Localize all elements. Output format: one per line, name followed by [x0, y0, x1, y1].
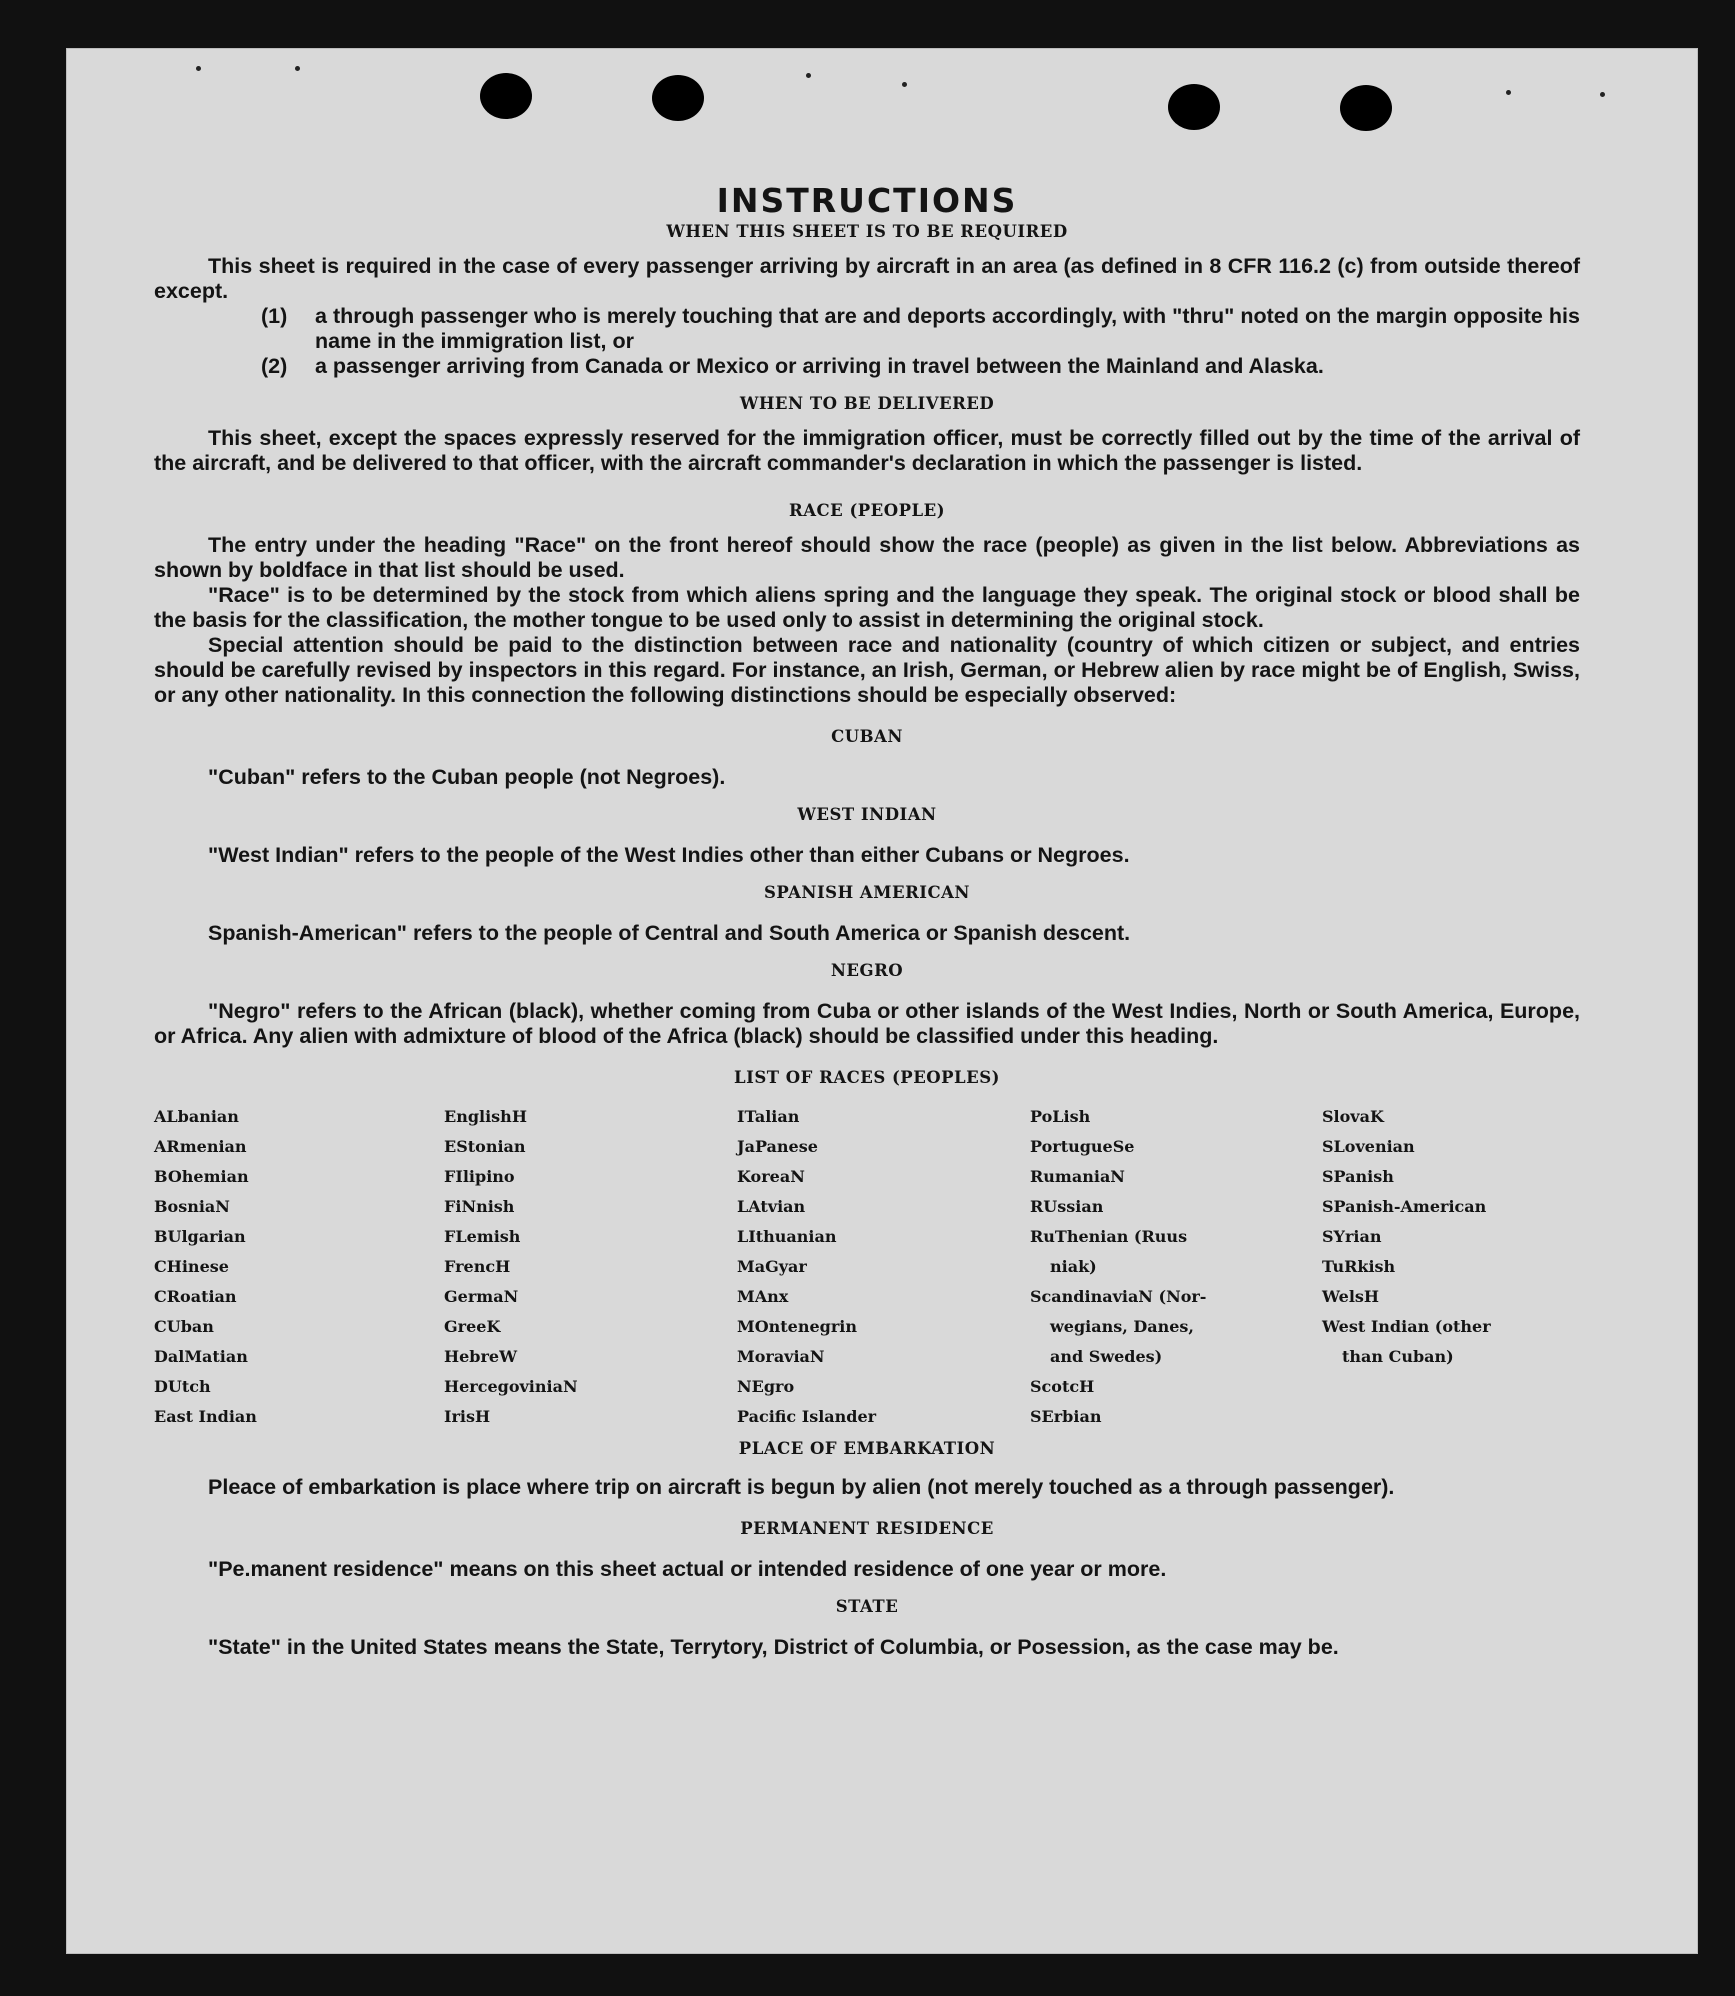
paragraph-requirement: This sheet is required in the case of every passenger arriving by aircraft in an area (as defined in 8 CFR 116.2 (c) from outside thereof except. [154, 254, 1580, 303]
race-entry: MoraviaN [737, 1347, 825, 1366]
race-entry: SPanish [1322, 1167, 1394, 1186]
heading-negro: NEGRO [830, 961, 904, 980]
race-entry-continuation: and Swedes) [1050, 1347, 1163, 1366]
item-text: a through passenger who is merely touching that are and deports accordingly, with "thru" noted on the margin opposite his name in the immigration list, or [315, 304, 1580, 353]
heading-state: STATE [835, 1597, 899, 1616]
race-entry: HebreW [444, 1347, 518, 1366]
race-entry: LAtvian [737, 1197, 806, 1216]
race-entry: SYrian [1322, 1227, 1382, 1246]
document-page [66, 48, 1698, 1954]
heading-cuban: CUBAN [831, 727, 903, 746]
race-entry: RuThenian (Ruus [1030, 1227, 1188, 1246]
paragraph-west-indian: "West Indian" refers to the people of the West Indies other than either Cubans or Negroes. [208, 843, 1130, 867]
race-entry: WelsH [1322, 1287, 1380, 1306]
race-entry: KoreaN [737, 1167, 805, 1186]
race-entry: ALbanian [154, 1107, 239, 1126]
race-entry: EnglishH [444, 1107, 527, 1126]
paper-speck [196, 66, 201, 71]
race-column [444, 1102, 737, 1432]
race-entry: SLovenian [1322, 1137, 1415, 1156]
paper-speck [806, 73, 811, 78]
heading-when-delivered: WHEN TO BE DELIVERED [739, 394, 995, 413]
race-entry: PoLish [1030, 1107, 1091, 1126]
punch-hole [652, 75, 704, 121]
race-entry: RUssian [1030, 1197, 1104, 1216]
race-column [1030, 1102, 1322, 1432]
race-entry: PortugueSe [1030, 1137, 1135, 1156]
paragraph-race-entry: The entry under the heading "Race" on the front hereof should show the race (people) as given in the list below. Abbreviations as shown by boldface in that list should be used. [154, 533, 1580, 582]
heading-permanent-residence: PERMANENT RESIDENCE [740, 1519, 994, 1538]
punch-hole [480, 73, 532, 119]
item-text: a passenger arriving from Canada or Mexico or arriving in travel between the Mainland and Alaska. [315, 354, 1324, 378]
race-entry: GreeK [444, 1317, 501, 1336]
paragraph-state: "State" in the United States means the State, Terrytory, District of Columbia, or Posession, as the case may be. [208, 1635, 1339, 1659]
exception-item [154, 354, 1580, 379]
paper-speck [1506, 90, 1511, 95]
race-entry: IrisH [444, 1407, 491, 1426]
page-title: INSTRUCTIONS [716, 181, 1018, 220]
race-entry: SlovaK [1322, 1107, 1384, 1126]
race-entry: CUban [154, 1317, 214, 1336]
race-entry: BosniaN [154, 1197, 230, 1216]
race-entry: ScotcH [1030, 1377, 1095, 1396]
race-entry: BUlgarian [154, 1227, 246, 1246]
race-entry: LIthuanian [737, 1227, 837, 1246]
race-entry-continuation: niak) [1050, 1257, 1097, 1276]
instructions-body [154, 181, 1580, 1662]
race-entry: FiNnish [444, 1197, 515, 1216]
heading-race: RACE (PEOPLE) [788, 501, 946, 520]
paper-speck [902, 82, 907, 87]
race-entry: RumaniaN [1030, 1167, 1125, 1186]
race-entry: SErbian [1030, 1407, 1102, 1426]
race-entry: ARmenian [154, 1137, 247, 1156]
race-entry: EStonian [444, 1137, 526, 1156]
race-column [154, 1102, 444, 1432]
race-list [154, 1102, 1580, 1432]
paragraph-race-definition: "Race" is to be determined by the stock from which aliens spring and the language they speak. The original stock or blood shall be the basis for the classification, the mother tongue to be used only to assist in determining the original stock. [154, 583, 1580, 632]
race-column [737, 1102, 1030, 1432]
race-entry: MaGyar [737, 1257, 807, 1276]
heading-west-indian: WEST INDIAN [797, 805, 937, 824]
race-entry: East Indian [154, 1407, 257, 1426]
race-entry: ScandinaviaN (Nor- [1030, 1287, 1207, 1306]
race-entry: BOhemian [154, 1167, 249, 1186]
race-entry: DalMatian [154, 1347, 248, 1366]
exception-item [154, 304, 1580, 354]
race-entry: West Indian (other [1322, 1317, 1491, 1336]
heading-when-required: WHEN THIS SHEET IS TO BE REQUIRED [666, 222, 1068, 241]
race-entry: TuRkish [1322, 1257, 1396, 1276]
race-entry: ITalian [737, 1107, 800, 1126]
race-entry: FLemish [444, 1227, 521, 1246]
race-entry: MOntenegrin [737, 1317, 857, 1336]
race-entry-continuation: wegians, Danes, [1050, 1317, 1194, 1336]
paragraph-spanish-american: Spanish-American" refers to the people of Central and South America or Spanish descent. [208, 921, 1131, 945]
race-entry: FrencH [444, 1257, 511, 1276]
race-column [1322, 1102, 1572, 1432]
race-entry: DUtch [154, 1377, 211, 1396]
race-entry: Pacific Islander [737, 1407, 877, 1426]
paragraph-embarkation: Pleace of embarkation is place where trip on aircraft is begun by alien (not merely touched as a through passenger). [208, 1475, 1395, 1499]
paper-speck [295, 66, 300, 71]
item-number: (1) [261, 304, 288, 328]
paragraph-cuban: "Cuban" refers to the Cuban people (not Negroes). [208, 765, 726, 789]
race-entry: SPanish-American [1322, 1197, 1487, 1216]
race-entry: MAnx [737, 1287, 789, 1306]
paper-speck [1600, 92, 1605, 97]
heading-spanish-american: SPANISH AMERICAN [763, 883, 971, 902]
race-entry: JaPanese [737, 1137, 818, 1156]
paragraph-race-distinction: Special attention should be paid to the distinction between race and nationality (country of which citizen or subject, and entries should be carefully revised by inspectors in this regard. For instance, an Irish, German, or Hebrew alien by race might be of English, Swiss, or any other nationality. In this connection the following distinctions should be especially observed: [154, 633, 1580, 707]
item-number: (2) [261, 354, 288, 378]
race-entry-continuation: than Cuban) [1342, 1347, 1454, 1366]
paragraph-negro: "Negro" refers to the African (black), whether coming from Cuba or other islands of the West Indies, North or South America, Europe, or Africa. Any alien with admixture of blood of the Africa (black) should be classified under this heading. [154, 999, 1580, 1048]
heading-embarkation: PLACE OF EMBARKATION [738, 1439, 996, 1458]
paragraph-delivery: This sheet, except the spaces expressly reserved for the immigration officer, must be correctly filled out by the time of the arrival of the aircraft, and be delivered to that officer, with the aircraft commander's declaration in which the passenger is listed. [154, 426, 1580, 475]
heading-list-of-races: LIST OF RACES (PEOPLES) [734, 1068, 1000, 1087]
race-entry: NEgro [737, 1377, 795, 1396]
race-entry: FIlipino [444, 1167, 515, 1186]
punch-hole [1168, 84, 1220, 130]
race-entry: HercegoviniaN [444, 1377, 578, 1396]
paragraph-residence: "Pe.manent residence" means on this sheet actual or intended residence of one year or more. [208, 1557, 1167, 1581]
punch-hole [1340, 85, 1392, 131]
race-entry: CRoatian [154, 1287, 237, 1306]
race-entry: CHinese [154, 1257, 229, 1276]
race-entry: GermaN [444, 1287, 519, 1306]
